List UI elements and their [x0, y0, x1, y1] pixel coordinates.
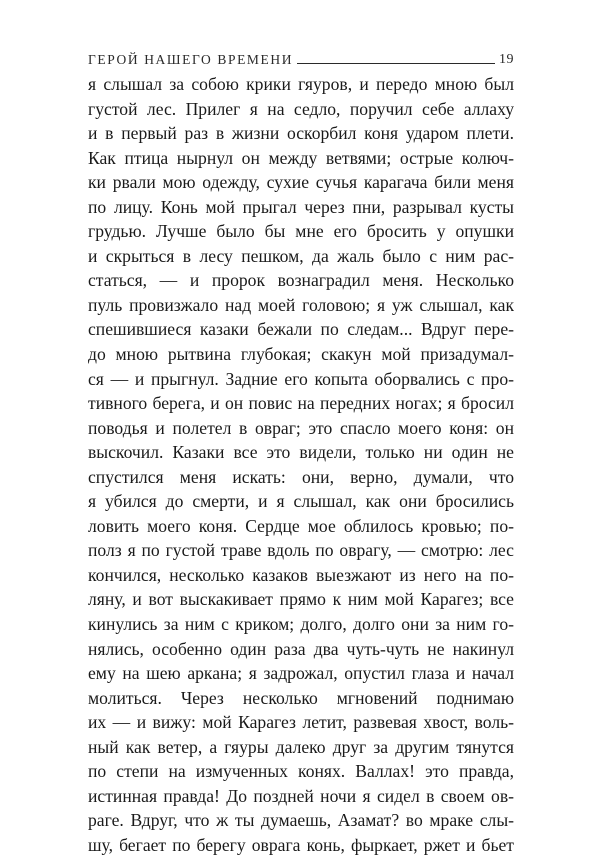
- text-line: полз я по густой траве вдоль по оврагу, — смотрю: лес: [88, 540, 514, 561]
- text-line: и скрыться в лесу пешком, да жаль было с ним рас-: [88, 245, 514, 266]
- text-line: ловить моего коня. Сердце мое облилось кровью; по-: [88, 515, 514, 536]
- text-line: раге. Вдруг, что ж ты думаешь, Азамат? во мраке слы-: [88, 810, 514, 831]
- text-line: спешившиеся казаки бежали по следам... Вдруг пере-: [88, 319, 514, 340]
- text-line: густой лес. Прилег я на седло, поручил себе аллаху: [88, 98, 514, 119]
- text-line: выскочил. Казаки все это видели, только ни один не: [88, 442, 514, 463]
- text-line: кинулись за ним с криком; долго, долго они за ним го-: [88, 614, 514, 635]
- text-line: ляну, и вот выскакивает прямо к ним мой Карагез; все: [88, 589, 514, 610]
- text-line: по степи на измученных конях. Валлах! это правда,: [88, 761, 514, 782]
- text-line: статься, — и пророк вознаградил меня. Несколько: [88, 270, 514, 291]
- text-line: кончился, несколько казаков выезжают из него на по-: [88, 564, 514, 585]
- text-line: ему на шею аркана; я задрожал, опустил глаза и начал: [88, 663, 514, 684]
- text-line: пуль провизжало над моей головою; я уж слышал, как: [88, 294, 514, 315]
- text-line: поводья и полетел в овраг; это спасло моего коня: он: [88, 417, 514, 438]
- body-text: [88, 72, 514, 858]
- text-line: ки рвали мою одежду, сухие сучья карагача били меня: [88, 172, 514, 193]
- page-number: 19: [499, 52, 514, 67]
- text-line: истинная правда! До поздней ночи я сидел в своем ов-: [88, 785, 514, 806]
- text-line: и в первый раз в жизни оскорбил коня ударом плети.: [88, 123, 514, 144]
- header-rule: [297, 63, 495, 64]
- text-line: до мною рытвина глубокая; скакун мой призадумал-: [88, 344, 514, 365]
- text-line: Как птица нырнул он между ветвями; острые колюч-: [88, 147, 514, 168]
- text-line: шу, бегает по берегу оврага конь, фыркает, ржет и бьет: [88, 834, 514, 855]
- text-line: молиться. Через несколько мгновений поднимаю: [88, 687, 514, 708]
- text-line: нялись, особенно один раза два чуть-чуть не накинул: [88, 638, 514, 659]
- text-line: ный как ветер, а гяуры далеко друг за другим тянутся: [88, 736, 514, 757]
- text-line: я слышал за собою крики гяуров, и передо мною был: [88, 74, 514, 94]
- text-line: их — и вижу: мой Карагез летит, развевая хвост, воль-: [88, 712, 514, 733]
- text-line: тивного берега, и он повис на передних ногах; я бросил: [88, 393, 514, 414]
- text-line: по лицу. Конь мой прыгал через пни, разрывал кусты: [88, 196, 514, 217]
- running-header: [88, 48, 514, 68]
- running-title: ГЕРОЙ НАШЕГО ВРЕМЕНИ: [88, 52, 294, 67]
- text-line: спустился меня искать: они, верно, думали, что: [88, 466, 514, 487]
- text-line: грудью. Лучше было бы мне его бросить у опушки: [88, 221, 514, 242]
- text-line: ся — и прыгнул. Задние его копыта оборвались с про-: [88, 368, 514, 389]
- text-line: я убился до смерти, и я слышал, как они бросились: [88, 491, 514, 512]
